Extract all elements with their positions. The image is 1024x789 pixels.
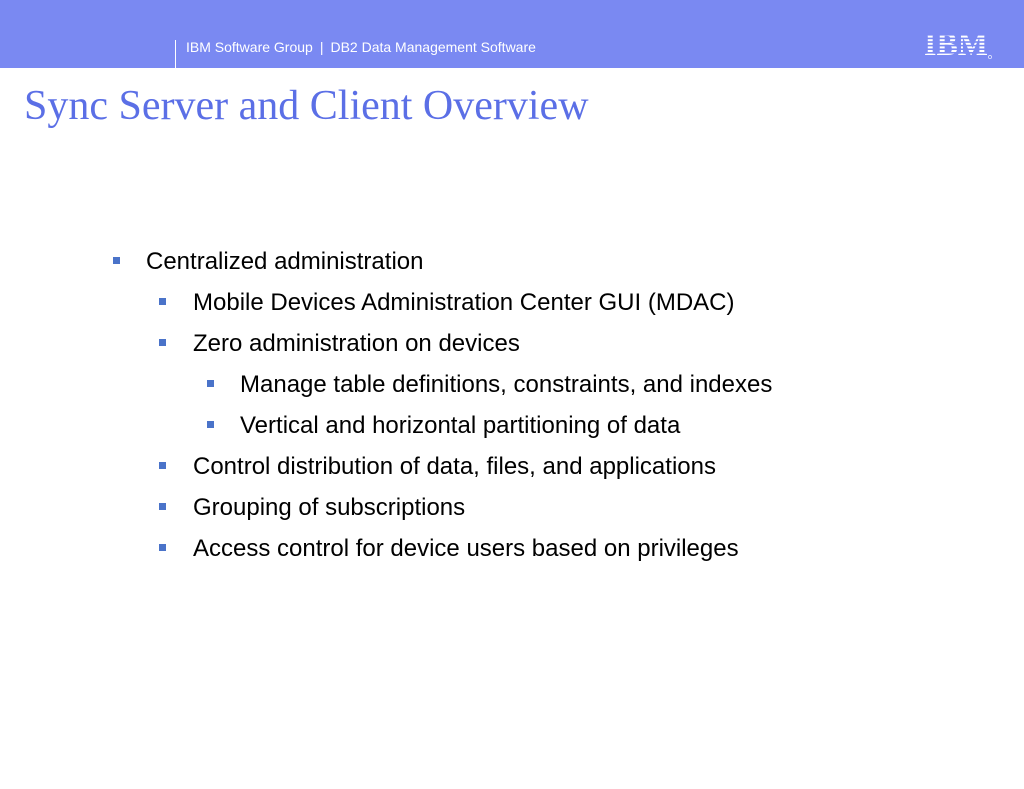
slide-title: Sync Server and Client Overview — [24, 83, 589, 129]
bullet-marker — [159, 339, 166, 346]
header-product-label: DB2 Data Management Software — [330, 39, 536, 55]
bullet-marker — [159, 462, 166, 469]
header-separator: | — [319, 39, 324, 55]
bullet-marker — [159, 503, 166, 510]
bullet-marker — [113, 257, 120, 264]
bullet-marker — [159, 298, 166, 305]
bullet-item: Control distribution of data, files, and applications — [193, 453, 716, 480]
header-group-label: IBM Software Group — [186, 39, 313, 55]
bullet-marker — [207, 380, 214, 387]
bullet-item: Manage table definitions, constraints, and indexes — [240, 371, 773, 398]
bullet-item: Vertical and horizontal partitioning of data — [240, 412, 681, 439]
bullet-item: Mobile Devices Administration Center GUI (MDAC) — [193, 289, 735, 316]
bullet-marker — [207, 421, 214, 428]
bullet-item: Grouping of subscriptions — [193, 494, 466, 521]
bullet-marker — [159, 544, 166, 551]
bullet-item: Access control for device users based on privileges — [193, 535, 739, 562]
bullet-item: Zero administration on devices — [193, 330, 520, 357]
bullet-item: Centralized administration — [146, 248, 424, 275]
